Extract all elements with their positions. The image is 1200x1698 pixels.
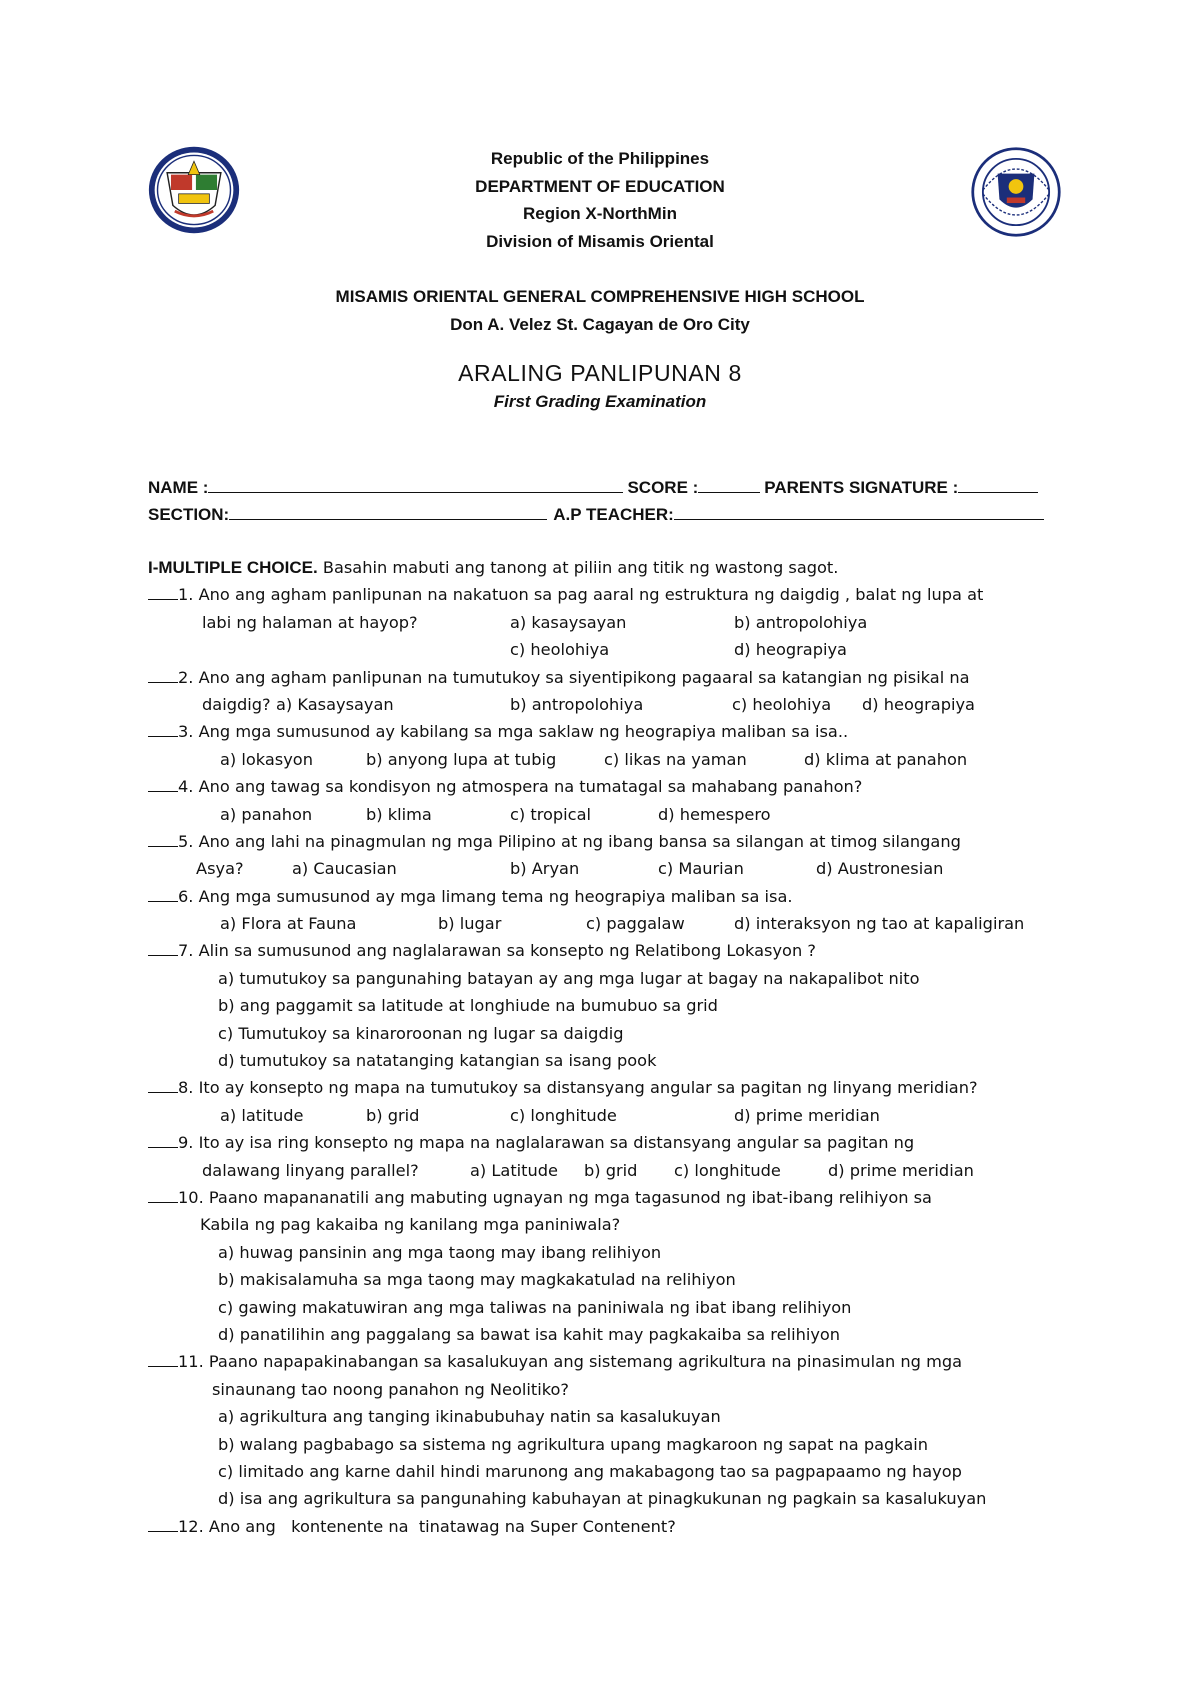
header-division: Division of Misamis Oriental [486, 231, 714, 251]
answer-blank-10[interactable] [148, 1188, 178, 1203]
answer-blank-9[interactable] [148, 1133, 178, 1148]
answer-blank-4[interactable] [148, 777, 178, 792]
question-4 [148, 773, 1068, 800]
question-11-cont: sinaunang tao noong panahon ng Neolitiko? [212, 1379, 570, 1399]
question-4-choice-d: d) hemespero [658, 804, 771, 824]
question-5 [148, 828, 1068, 855]
question-8-choice-a: a) latitude [220, 1105, 304, 1125]
question-4-line2 [148, 801, 1068, 828]
header-department: DEPARTMENT OF EDUCATION [475, 176, 725, 196]
answer-blank-8[interactable] [148, 1078, 178, 1093]
question-5-stem: 5. Ano ang lahi na pinagmulan ng mga Pilipino at ng ibang bansa sa silangan at timog silangang [178, 831, 961, 851]
question-9-line2 [148, 1157, 1068, 1184]
question-3-choice-d: d) klima at panahon [804, 749, 968, 769]
answer-blank-5[interactable] [148, 832, 178, 847]
question-11-stem: 11. Paano napapakinabangan sa kasalukuyan ang sistemang agrikultura na pinasimulan ng mga [178, 1352, 963, 1372]
answer-blank-3[interactable] [148, 722, 178, 737]
question-4-choice-c: c) tropical [510, 804, 592, 824]
question-9-choice-b: b) grid [584, 1160, 638, 1180]
questions-body [148, 554, 1068, 1540]
question-8-choice-b: b) grid [366, 1105, 420, 1125]
school-name: MISAMIS ORIENTAL GENERAL COMPREHENSIVE HIGH SCHOOL [335, 287, 865, 306]
score-label: SCORE : [627, 478, 699, 497]
question-3-stem: 3. Ang mga sumusunod ay kabilang sa mga saklaw ng heograpiya maliban sa isa.. [178, 722, 849, 742]
question-3-choice-a: a) lokasyon [220, 749, 313, 769]
question-10-choice-d: d) panatilihin ang paggalang sa bawat isa kahit may pagkakaiba sa relihiyon [218, 1324, 841, 1344]
question-6-line2 [148, 910, 1068, 937]
question-9-choice-c: c) longhitude [674, 1160, 781, 1180]
question-11-choice-b: b) walang pagbabago sa sistema ng agrikultura upang magkaroon ng sapat na pagkain [218, 1434, 929, 1454]
header-republic: Republic of the Philippines [490, 149, 710, 168]
question-11-choice-a: a) agrikultura ang tanging ikinabubuhay natin sa kasalukuyan [218, 1407, 721, 1427]
question-6 [148, 883, 1068, 910]
question-2-choice-a: a) Kasaysayan [276, 694, 394, 714]
parents-signature-label: PARENTS SIGNATURE : [764, 478, 959, 497]
question-3 [148, 718, 1068, 745]
question-3-choice-b: b) anyong lupa at tubig [366, 749, 557, 769]
question-7-choice-c: c) Tumutukoy sa kinaroroonan ng lugar sa daigdig [218, 1023, 624, 1043]
question-3-line2 [148, 746, 1068, 773]
section-field[interactable] [229, 503, 547, 520]
question-1-choice-a: a) kasaysayan [510, 612, 627, 632]
question-2-choice-b: b) antropolohiya [510, 694, 644, 714]
score-field[interactable] [698, 476, 760, 493]
question-11 [148, 1348, 1068, 1375]
school-block [0, 283, 1200, 338]
teacher-label: A.P TEACHER: [553, 505, 674, 524]
question-10-choice-b: b) makisalamuha sa mga taong may magkakatulad na relihiyon [218, 1270, 736, 1290]
section-title: I-MULTIPLE CHOICE. [148, 558, 318, 577]
question-6-stem: 6. Ang mga sumusunod ay mga limang tema ng heograpiya maliban sa isa. [178, 886, 793, 906]
question-1-stem: 1. Ano ang agham panlipunan na nakatuon sa pag aaral ng estruktura ng daigdig , balat ng lupa at [178, 585, 984, 605]
question-1-cont: labi ng halaman at hayop? [202, 612, 418, 632]
question-5-choice-a: a) Caucasian [292, 859, 397, 879]
question-8-choice-d: d) prime meridian [734, 1105, 880, 1125]
question-1-line2 [148, 609, 1068, 636]
question-9-stem: 9. Ito ay isa ring konsepto ng mapa na naglalarawan sa distansyang angular sa pagitan ng [178, 1133, 915, 1153]
section-instruction: Basahin mabuti ang tanong at piliin ang titik ng wastong sagot. [322, 558, 839, 577]
question-5-choice-d: d) Austronesian [816, 859, 944, 879]
question-7 [148, 937, 1068, 964]
parents-signature-field[interactable] [958, 476, 1038, 493]
info-row-2 [148, 503, 1044, 526]
question-9-choice-d: d) prime meridian [828, 1160, 974, 1180]
question-8-choice-c: c) longhitude [510, 1105, 617, 1125]
answer-blank-7[interactable] [148, 941, 178, 956]
question-2 [148, 664, 1068, 691]
question-10-choice-a: a) huwag pansinin ang mga taong may ibang relihiyon [218, 1242, 662, 1262]
question-5-choice-b: b) Aryan [510, 859, 580, 879]
question-7-choice-d: d) tumutukoy sa natatanging katangian sa isang pook [218, 1051, 657, 1071]
question-2-cont: daigdig? [202, 694, 271, 714]
question-12 [148, 1513, 1068, 1540]
answer-blank-2[interactable] [148, 668, 178, 683]
teacher-field[interactable] [674, 503, 1044, 520]
exam-title: First Grading Examination [493, 392, 707, 411]
question-1-choice-c: c) heolohiya [510, 640, 610, 660]
question-10-cont: Kabila ng pag kakaiba ng kanilang mga paniniwala? [200, 1215, 621, 1235]
school-address: Don A. Velez St. Cagayan de Oro City [450, 314, 750, 334]
subject-title: ARALING PANLIPUNAN 8 [458, 360, 742, 386]
question-2-stem: 2. Ano ang agham panlipunan na tumutukoy sa siyentipikong pagaaral sa katangian ng pisikal na [178, 667, 970, 687]
question-1 [148, 581, 1068, 608]
question-7-choice-a: a) tumutukoy sa pangunahing batayan ay ang mga lugar at bagay na nakapalibot nito [218, 968, 920, 988]
question-5-cont: Asya? [196, 859, 244, 879]
header-block [0, 145, 1200, 255]
question-5-line2 [148, 855, 1068, 882]
question-2-choice-c: c) heolohiya [732, 694, 832, 714]
question-7-choice-b: b) ang paggamit sa latitude at longhiude na bumubuo sa grid [218, 996, 718, 1016]
section-heading [148, 554, 1068, 581]
question-12-stem: 12. Ano ang kontenente na tinatawag na Super Contenent? [178, 1516, 676, 1536]
question-6-choice-d: d) interaksyon ng tao at kapaligiran [734, 914, 1025, 934]
question-6-choice-b: b) lugar [438, 914, 502, 934]
question-11-choice-d: d) isa ang agrikultura sa pangunahing kabuhayan at pinagkukunan ng pagkain sa kasalukuyan [218, 1489, 987, 1509]
question-11-choice-c: c) limitado ang karne dahil hindi marunong ang makabagong tao sa pagpapaamo ng hayop [218, 1461, 962, 1481]
answer-blank-1[interactable] [148, 585, 178, 600]
question-9 [148, 1129, 1068, 1156]
header-region: Region X-NorthMin [523, 204, 677, 223]
question-9-choice-a: a) Latitude [470, 1160, 559, 1180]
question-8 [148, 1074, 1068, 1101]
question-3-choice-c: c) likas na yaman [604, 749, 747, 769]
question-6-choice-a: a) Flora at Fauna [220, 914, 357, 934]
question-1-choice-b: b) antropolohiya [734, 612, 868, 632]
question-1-choice-d: d) heograpiya [734, 640, 847, 660]
info-row-1 [148, 476, 1038, 499]
question-9-cont: dalawang linyang parallel? [202, 1160, 419, 1180]
name-field[interactable] [208, 476, 623, 493]
answer-blank-12[interactable] [148, 1517, 178, 1532]
section-label: SECTION: [148, 505, 230, 524]
question-7-stem: 7. Alin sa sumusunod ang naglalarawan sa konsepto ng Relatibong Lokasyon ? [178, 941, 816, 961]
question-2-choice-d: d) heograpiya [862, 694, 975, 714]
question-6-choice-c: c) paggalaw [586, 914, 685, 934]
answer-blank-11[interactable] [148, 1352, 178, 1367]
question-10-stem: 10. Paano mapananatili ang mabuting ugnayan ng mga tagasunod ng ibat-ibang relihiyon sa [178, 1187, 932, 1207]
question-10-choice-c: c) gawing makatuwiran ang mga taliwas na paniniwala ng ibat ibang relihiyon [218, 1297, 852, 1317]
question-8-line2 [148, 1102, 1068, 1129]
answer-blank-6[interactable] [148, 887, 178, 902]
question-1-line3 [148, 636, 1068, 663]
question-4-choice-b: b) klima [366, 804, 432, 824]
question-10 [148, 1184, 1068, 1211]
question-4-choice-a: a) panahon [220, 804, 313, 824]
question-8-stem: 8. Ito ay konsepto ng mapa na tumutukoy sa distansyang angular sa pagitan ng linyang meridian? [178, 1078, 978, 1098]
question-4-stem: 4. Ano ang tawag sa kondisyon ng atmospera na tumatagal sa mahabang panahon? [178, 777, 863, 797]
question-5-choice-c: c) Maurian [658, 859, 744, 879]
question-2-line2 [148, 691, 1068, 718]
name-label: NAME : [148, 478, 209, 497]
